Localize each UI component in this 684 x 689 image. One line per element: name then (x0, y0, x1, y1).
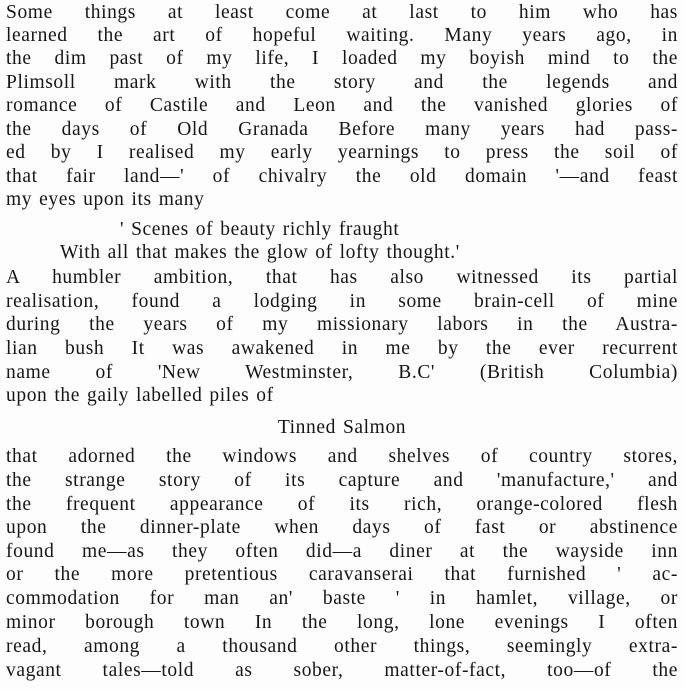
text-line: vagant tales—told as sober, matter-of-fact, too—of the (6, 660, 678, 681)
text-line: the frequent appearance of its rich, orange-colored flesh (6, 494, 678, 515)
text-line: minor borough town In the long, lone evenings I often (6, 612, 678, 633)
text-line: Some things at least come at last to him who has (6, 2, 678, 23)
text-line: romance of Castile and Leon and the vanished glories of (6, 95, 678, 116)
text-line: or the more pretentious caravanserai that furnished ' ac- (6, 564, 678, 585)
text-line: during the years of my missionary labors in the Austra- (6, 314, 678, 335)
text-line: ed by I realised my early yearnings to press the soil of (6, 142, 678, 163)
text-line: A humbler ambition, that has also witnessed its partial (6, 267, 678, 288)
text-line: lian bush It was awakened in me by the ever recurrent (6, 338, 678, 359)
text-line: realisation, found a lodging in some brain-cell of mine (6, 291, 678, 312)
text-line: that fair land—' of chivalry the old domain '—and feast (6, 166, 678, 187)
text-line: read, among a thousand other things, seemingly extra- (6, 636, 678, 657)
text-line: the dim past of my life, I loaded my boyish mind to the (6, 48, 678, 69)
text-line: the days of Old Granada Before many years had pass- (6, 119, 678, 140)
text-line: upon the dinner-plate when days of fast or abstinence (6, 517, 678, 538)
text-line: commodation for man an' baste ' in hamlet, village, or (6, 588, 678, 609)
verse-line: With all that makes the glow of lofty thought.' (60, 242, 460, 263)
text-line: Plimsoll mark with the story and the legends and (6, 72, 678, 93)
text-line: that adorned the windows and shelves of country stores, (6, 446, 678, 467)
text-line: learned the art of hopeful waiting. Many years ago, in (6, 25, 678, 46)
text-line: my eyes upon its many (6, 189, 205, 210)
verse-line: ' Scenes of beauty richly fraught (120, 219, 400, 240)
text-line: name of 'New Westminster, B.C' (British Columbia) (6, 362, 678, 383)
text-line: the strange story of its capture and 'manufacture,' and (6, 470, 678, 491)
text-line: found me—as they often did—a diner at the wayside inn (6, 541, 678, 562)
section-heading: Tinned Salmon (277, 417, 407, 438)
text-line: upon the gaily labelled piles of (6, 385, 274, 406)
